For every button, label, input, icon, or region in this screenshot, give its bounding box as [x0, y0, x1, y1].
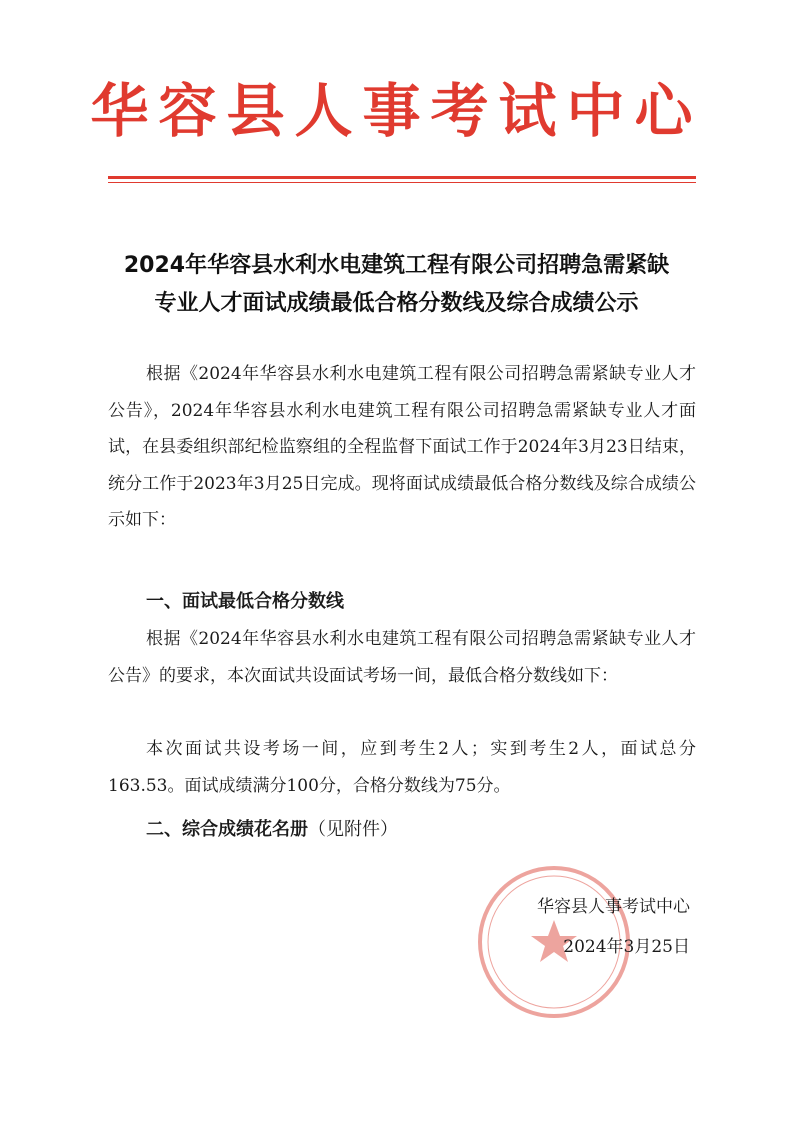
document-title-line1: 2024年华容县水利水电建筑工程有限公司招聘急需紧缺 — [123, 253, 670, 278]
letterhead-rule-thick — [108, 176, 696, 179]
letterhead-rule-thin — [108, 182, 696, 183]
intro-paragraph: 根据《2024年华容县水利水电建筑工程有限公司招聘急需紧缺专业人才公告》，2024年华容县水利水电建筑工程有限公司招聘急需紧缺专业人才面试，在县委组织部纪检监察组的全程监督下面试工作于2024年3月23日结束，统分工作于2023年3月25日完成。现将面试成绩最低合格分数线及综合成绩公示如下： — [108, 364, 696, 530]
signature-date: 2024年3月25日 — [563, 937, 690, 957]
section1-paragraph2: 本次面试共设考场一间，应到考生2人；实到考生2人，面试总分163.53。面试成绩满分100分，合格分数线为75分。 — [108, 739, 696, 796]
section1-paragraph1: 根据《2024年华容县水利水电建筑工程有限公司招聘急需紧缺专业人才公告》的要求，本次面试共设面试考场一间，最低合格分数线如下： — [108, 629, 696, 686]
section2-heading — [146, 812, 398, 848]
section2-note: （见附件） — [308, 819, 398, 840]
letterhead-title: 华容县人事考试中心 — [90, 77, 703, 145]
signature-org: 华容县人事考试中心 — [537, 897, 690, 917]
section1-heading: 一、面试最低合格分数线 — [146, 591, 344, 612]
section2-heading-text: 二、综合成绩花名册 — [146, 819, 308, 840]
document-title-line2: 专业人才面试成绩最低合格分数线及综合成绩公示 — [154, 291, 639, 316]
